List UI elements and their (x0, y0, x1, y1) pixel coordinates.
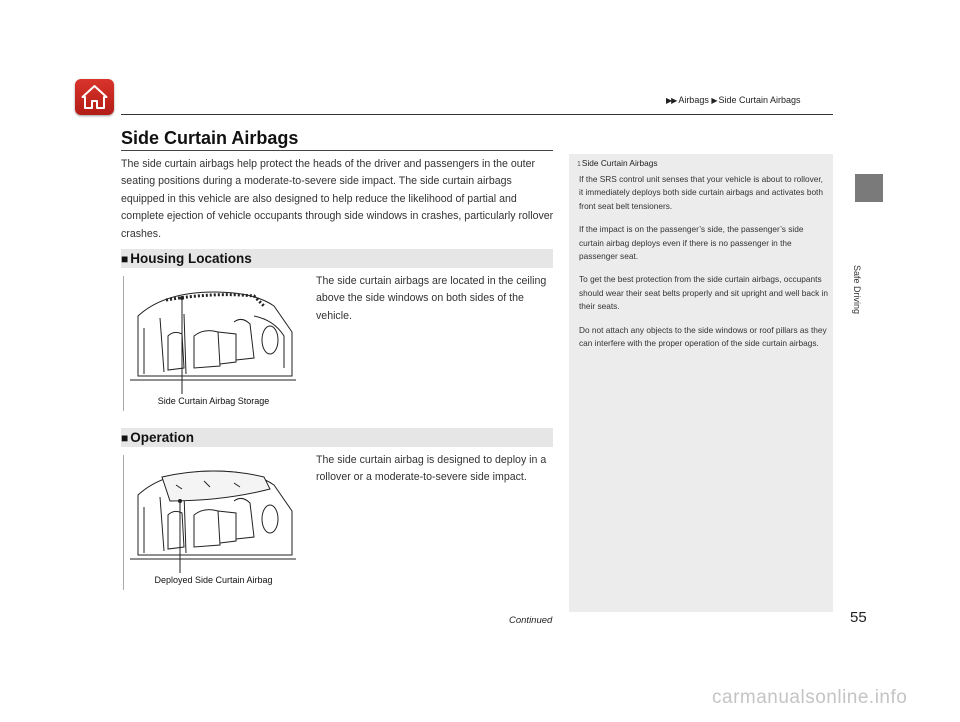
header-divider (121, 114, 833, 115)
section-tab-marker[interactable] (855, 174, 883, 202)
breadcrumb-arrow-icon: ▶▶ (666, 96, 677, 105)
breadcrumb-link-airbags[interactable]: Airbags (678, 95, 709, 105)
note-body (579, 173, 829, 360)
breadcrumb-current: Side Curtain Airbags (718, 95, 801, 105)
continued-label: Continued (509, 615, 553, 626)
figure-caption: Side Curtain Airbag Storage (157, 396, 270, 406)
breadcrumb (666, 95, 801, 105)
housing-locations-text: The side curtain airbags are located in the ceiling above the side windows on both sides of the vehicle. (316, 275, 547, 322)
side-note-panel (569, 154, 833, 612)
home-button[interactable] (75, 79, 114, 115)
square-bullet-icon: ■ (121, 252, 129, 266)
figure-caption: Deployed Side Curtain Airbag (154, 575, 273, 585)
note-number: 1 (577, 161, 581, 168)
figure-airbag-storage (123, 276, 303, 411)
note-paragraph: If the SRS control unit senses that your vehicle is about to rollover, it immediately deploys both side curtain airbags and activates both front seat belt tensioners. (579, 174, 823, 211)
section-heading-housing-locations: ■ Housing Locations (121, 249, 553, 268)
page-number: 55 (850, 609, 867, 626)
note-paragraph: If the impact is on the passenger’s side, the passenger’s side curtain airbag deploys even if there is no passenger in the passenger seat. (579, 224, 804, 262)
title-divider (121, 150, 553, 151)
intro-paragraph: The side curtain airbags help protect the heads of the driver and passengers in the outer seating positions during a moderate-to-severe side impact. The side curtain airbags equipped in this vehicle are also designed to help reduce the likelihood of partial and complete ejection of vehicle occupants through side windows in crashes, particularly rollover crashes. (121, 158, 554, 240)
watermark: carmanualsonline.info (712, 687, 908, 708)
section-side-label: Safe Driving (852, 265, 862, 315)
car-interior-storage-illustration (124, 276, 303, 394)
note-title: 1Side Curtain Airbags (577, 158, 658, 168)
square-bullet-icon: ■ (121, 431, 129, 445)
page-title: Side Curtain Airbags (121, 128, 299, 148)
operation-text: The side curtain airbag is designed to deploy in a rollover or a moderate-to-severe side impact. (316, 454, 547, 484)
note-paragraph: Do not attach any objects to the side windows or roof pillars as they can interfere with the proper operation of the side curtain airbags. (579, 324, 827, 349)
home-icon (81, 84, 108, 110)
breadcrumb-arrow-icon: ▶ (711, 96, 717, 105)
section-heading-operation: ■ Operation (121, 428, 553, 447)
car-interior-deployed-illustration (124, 455, 303, 573)
figure-airbag-deployed (123, 455, 303, 590)
note-paragraph: To get the best protection from the side curtain airbags, occupants should wear their seat belts properly and sit upright and well back in their seats. (579, 274, 829, 312)
